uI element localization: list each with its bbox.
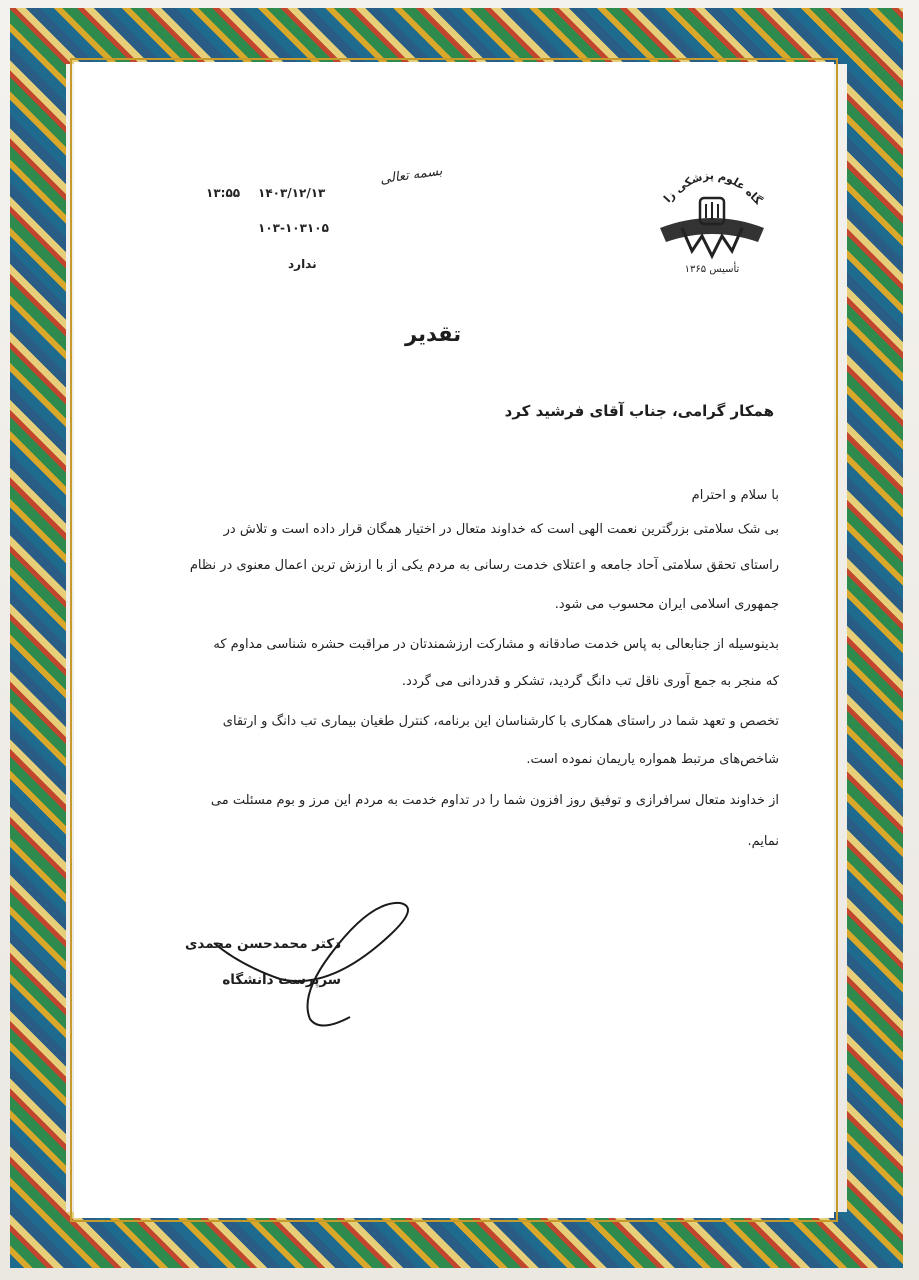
- body-line-2: راستای تحقق سلامتی آحاد جامعه و اعتلای خدمت رسانی به مردم یکی از با ارزش ترین اعمال معنوی در نظام: [189, 558, 779, 573]
- emblem-icon: [652, 156, 772, 286]
- signatory-name: دکتر محمدحسن محمدی: [185, 936, 341, 952]
- body-line-1: بی شک سلامتی بزرگترین نعمت الهی است که خداوند متعال در اختیار همگان قرار داده است و تلاش در: [223, 522, 779, 537]
- letter-attachment: ندارد: [288, 257, 317, 271]
- body-line-4: بدینوسیله از جنابعالی به پاس خدمت صادقانه و مشارکت ارزشمندتان در مراقبت حشره شناسی مداوم که: [213, 637, 779, 652]
- svg-text:دانشگاه علوم پزشکی زاهدان: [652, 156, 765, 207]
- letter-title: تقدیر: [405, 322, 462, 346]
- logo-university-name: گاه علوم پزشکی زا: [661, 168, 765, 207]
- body-line-3: جمهوری اسلامی ایران محسوب می شود.: [554, 597, 779, 612]
- signatory-title: سرپرست دانشگاه: [222, 972, 341, 988]
- body-line-9: نمایم.: [747, 834, 779, 849]
- letter-date: ۱۴۰۳/۱۲/۱۳: [258, 186, 326, 200]
- logo-established: تأسیس ۱۳۶۵: [684, 264, 740, 275]
- letter-time: ۱۳:۵۵: [206, 186, 241, 200]
- recipient: همکار گرامی، جناب آقای فرشید کرد: [504, 402, 774, 420]
- body-line-5: که منجر به جمع آوری ناقل تب دانگ گردید، تشکر و قدردانی می گردد.: [401, 674, 779, 689]
- body-line-8: از خداوند متعال سرافرازی و توفیق روز افزون شما را در تداوم خدمت به مردم این مرز و بوم مسئلت می: [210, 793, 779, 808]
- letter-number: ۱۰۳-۱۰۳۱۰۵: [258, 221, 329, 235]
- invocation: بسمه تعالی: [379, 163, 444, 188]
- university-logo: [652, 156, 772, 286]
- body-line-7: شاخص‌های مرتبط همواره یاریمان نموده است.: [526, 752, 779, 767]
- handwritten-signature: [210, 895, 450, 1035]
- body-line-6: تخصص و تعهد شما در راستای همکاری با کارشناسان این برنامه، کنترل طغیان بیماری تب دانگ و ارتقای: [222, 714, 779, 729]
- greeting: با سلام و احترام: [691, 488, 779, 503]
